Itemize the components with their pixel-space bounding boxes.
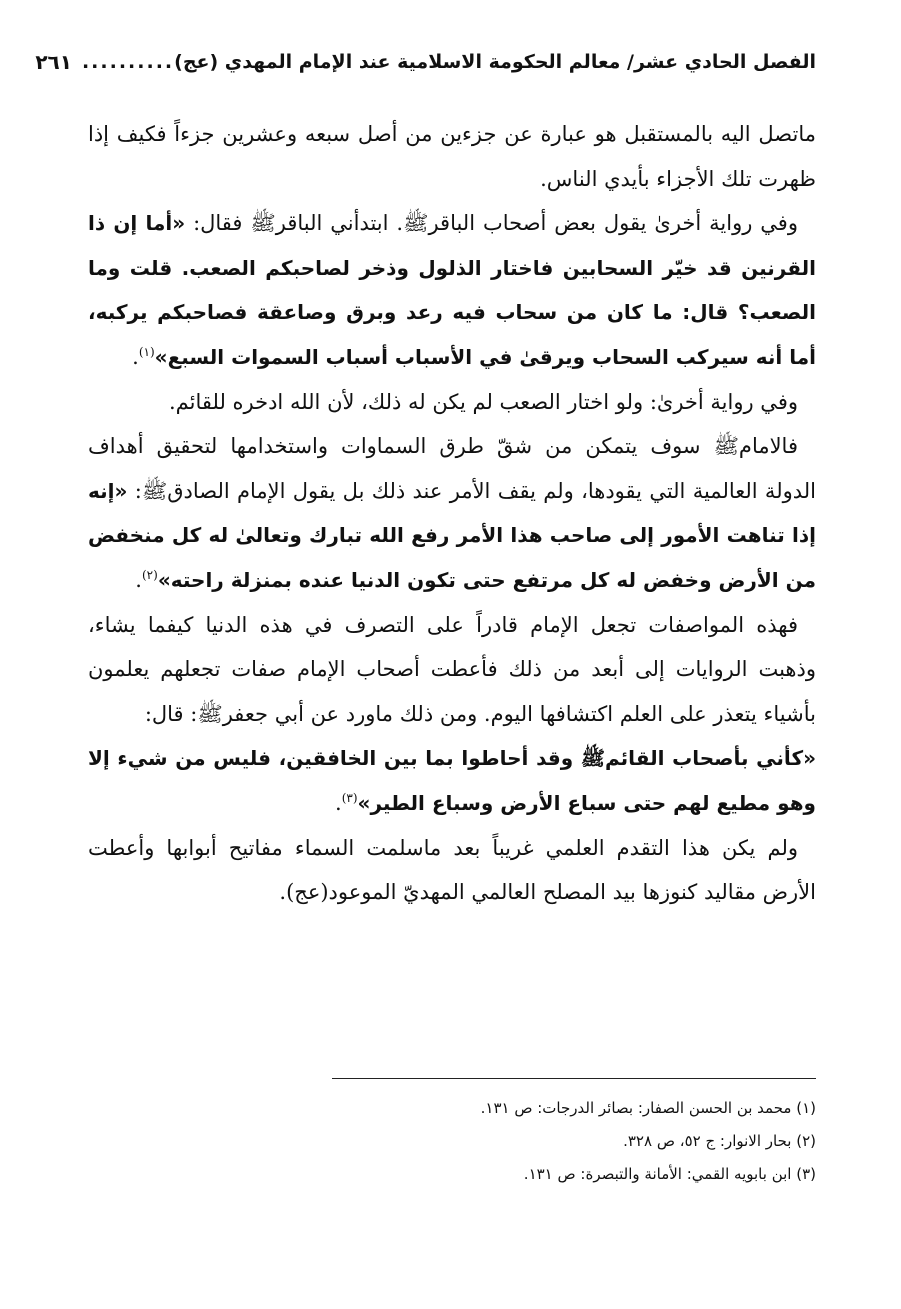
punctuation: . [135,567,142,592]
leader-dots: .......... [81,51,175,73]
header-page-info [35,50,174,74]
quotation: «أما إن ذا القرنين قد خيّر السحابين فاختار الذلول وذخر لصاحبكم الصعب. قلت وما الصعب؟ قال: ما كان من سحاب فيه رعد وبرق وصاعقة فصاحبكم يركبه، أما أنه سيركب السحاب ويرقىٰ في الأسباب أسباب السموات السبع» [88,211,816,369]
paragraph-text: وفي رواية أخرىٰ يقول بعض أصحاب الباقرﷺ. ابتدأني الباقرﷺ فقال: [185,211,798,236]
punctuation: . [132,344,139,369]
footnote-ref: (٣) [341,790,358,805]
footnote: (٣) ابن بابويه القمي: الأمانة والتبصرة: ص ١٣١. [523,1165,816,1183]
quotation: «إنه إذا تناهت الأمور إلى صاحب هذا الأمر رفع الله تبارك وتعالىٰ له كل منخفض من الأرض وخفض له كل مرتفع حتى تكون الدنيا عنده بمنزلة راحته» [88,478,816,592]
paragraph [88,112,816,201]
footnote-ref: (٢) [141,567,158,582]
paragraph-text: ولم يكن هذا التقدم العلمي غريباً بعد ماسلمت السماء مفاتيح أبوابها وأعطت الأرض مقاليد كنوزها بيد المصلح العالمي المهديّ الموعود(عج). [88,835,816,905]
paragraph-text: وفي رواية أخرىٰ: ولو اختار الصعب لم يكن له ذلك، لأن الله ادخره للقائم. [168,389,798,414]
footnote-divider [332,1078,816,1079]
paragraph [88,736,816,825]
paragraph [88,603,816,737]
punctuation: . [335,790,342,815]
running-header [35,40,816,84]
paragraph [88,424,816,602]
footnote: (١) محمد بن الحسن الصفار: بصائر الدرجات: ص ١٣١. [480,1099,816,1117]
paragraph-text: فهذه المواصفات تجعل الإمام قادراً على التصرف في هذه الدنيا كيفما يشاء، وذهبت الروايات إلى أبعد من ذلك فأعطت أصحاب الإمام صفات تجعلهم يعلمون بأشياء يتعذر على العلم اكتشافها اليوم. ومن ذلك ماورد عن أبي جعفرﷺ: قال: [88,612,816,726]
main-text [88,112,816,915]
quotation: «كأني بأصحاب القائمﷺ وقد أحاطوا بما بين الخافقين، فليس من شيء إلا وهو مطيع لهم حتى سباع الأرض وسباع الطير» [88,746,816,815]
paragraph-text: ماتصل اليه بالمستقبل هو عبارة عن جزءين من أصل سبعه وعشرين جزءاً فكيف إذا ظهرت تلك الأجزاء بأيدي الناس. [88,122,816,191]
footnote: (٢) بحار الانوار: ج ٥٢، ص ٣٢٨. [623,1132,816,1150]
paragraph [88,826,816,915]
paragraph-text: فالامامﷺ سوف يتمكن من شقّ طرق السماوات واستخدامها لتحقيق أهداف الدولة العالمية التي يقودها، ولم يقف الأمر عند ذلك بل يقول الإمام الصادقﷺ: [88,434,816,503]
paragraph [88,380,816,425]
page-number: ٢٦١ [35,50,72,74]
footnotes [330,1092,816,1191]
paragraph [88,201,816,379]
footnote-ref: (١) [138,344,155,359]
chapter-title: الفصل الحادي عشر/ معالم الحكومة الاسلامية عند الإمام المهدي (عج) [174,51,816,73]
